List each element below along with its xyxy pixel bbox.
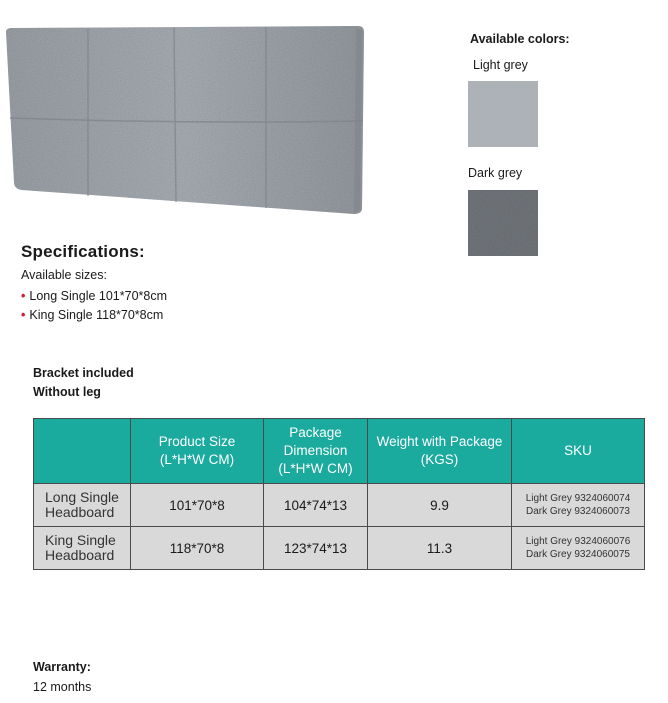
- row-package-dimension: 123*74*13: [264, 527, 368, 570]
- row-product-name: Long Single Headboard: [34, 484, 131, 527]
- row-weight: 11.3: [368, 527, 512, 570]
- available-sizes-label: Available sizes:: [21, 268, 107, 282]
- row-product-name: King Single Headboard: [34, 527, 131, 570]
- bullet-icon: •: [21, 289, 26, 303]
- size-item: [21, 308, 163, 322]
- size-item-text: Long Single 101*70*8cm: [29, 289, 167, 303]
- color-label-dark-grey: Dark grey: [468, 166, 523, 180]
- header-cell-product-size: Product Size (L*H*W CM): [131, 419, 264, 484]
- note-bracket: Bracket included: [33, 366, 134, 380]
- table-header-row: [34, 419, 645, 484]
- table-row: [34, 527, 645, 570]
- swatch-light-grey: [468, 81, 538, 147]
- row-sku: Light Grey 9324060074 Dark Grey 9324060073: [512, 484, 645, 527]
- header-cell: [34, 419, 131, 484]
- color-label-light-grey: Light grey: [473, 58, 528, 72]
- bullet-icon: •: [21, 308, 26, 322]
- size-item: [21, 289, 167, 303]
- swatch-dark-grey: [468, 190, 538, 256]
- specification-table: [33, 418, 645, 570]
- size-item-text: King Single 118*70*8cm: [29, 308, 164, 322]
- row-sku: Light Grey 9324060076 Dark Grey 9324060075: [512, 527, 645, 570]
- row-weight: 9.9: [368, 484, 512, 527]
- header-cell-sku: SKU: [512, 419, 645, 484]
- row-product-size: 118*70*8: [131, 527, 264, 570]
- specifications-title: Specifications:: [21, 242, 145, 261]
- header-cell-package-dimension: Package Dimension (L*H*W CM): [264, 419, 368, 484]
- warranty-title: Warranty:: [33, 660, 91, 674]
- table-row: [34, 484, 645, 527]
- note-leg: Without leg: [33, 385, 101, 399]
- row-package-dimension: 104*74*13: [264, 484, 368, 527]
- headboard-image: [4, 26, 366, 216]
- available-colors-title: Available colors:: [470, 32, 570, 46]
- header-cell-weight: Weight with Package (KGS): [368, 419, 512, 484]
- row-product-size: 101*70*8: [131, 484, 264, 527]
- warranty-text: 12 months: [33, 680, 92, 694]
